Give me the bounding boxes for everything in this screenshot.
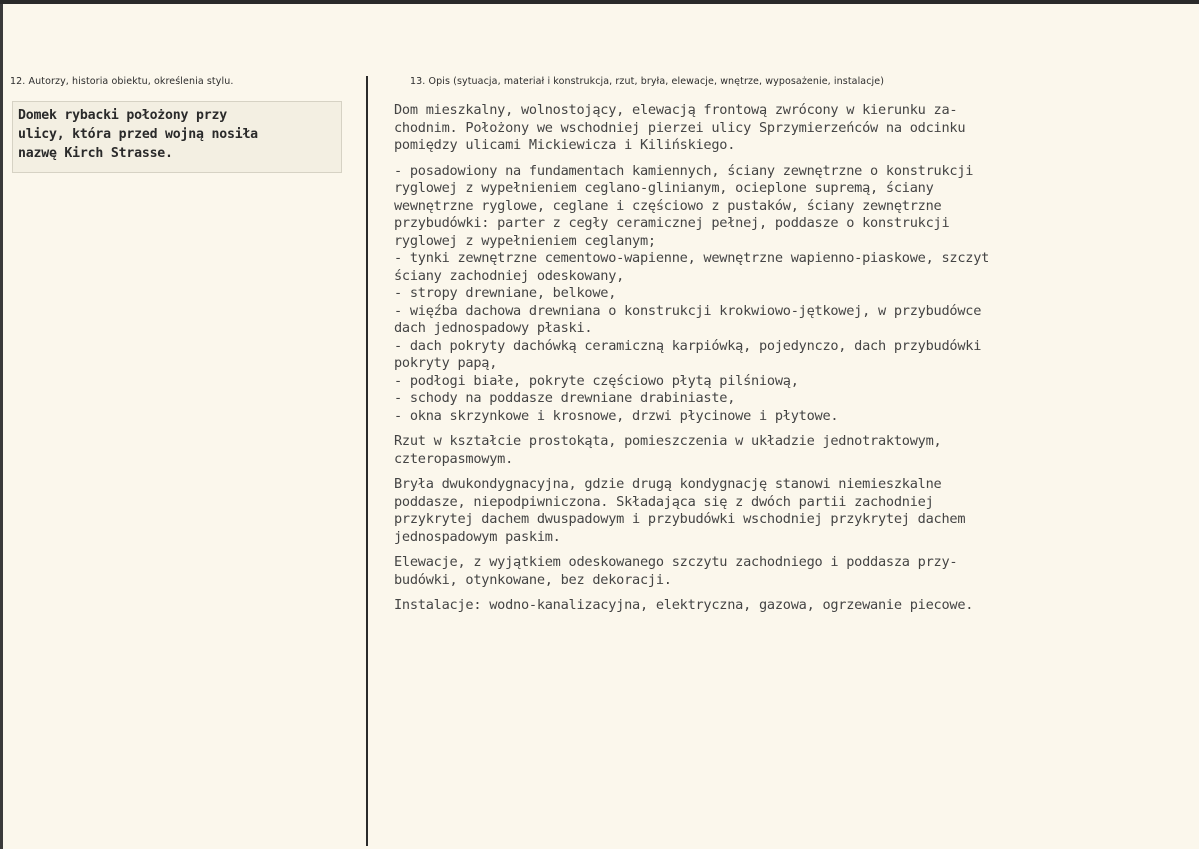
text-line: Bryła dwukondygnacyjna, gdzie drugą kondygnację stanowi niemieszkalne (394, 476, 942, 492)
list-line: ryglowej z wypełnieniem ceglano-glinianym, ocieplone supremą, ściany (394, 180, 934, 196)
list-line: - posadowiony na fundamentach kamiennych, ściany zewnętrzne o konstrukcji (394, 162, 974, 179)
list-line: - tynki zewnętrzne cementowo-wapienne, wewnętrzne wapienno-piaskowe, szczyt (394, 250, 990, 266)
column-divider (366, 76, 368, 846)
text-line: budówki, otynkowane, bez dekoracji. (394, 571, 672, 588)
section-13-header: 13. Opis (sytuacja, materiał i konstrukcja, rzut, bryła, elewacje, wnętrze, wyposażenie, instalacje) (410, 76, 885, 87)
list-line: wewnętrzne ryglowe, ceglane i częściowo z pustaków, ściany zewnętrzne (394, 197, 942, 214)
list-line: - podłogi białe, pokryte częściowo płytą pilśniową, (394, 372, 799, 389)
section-12-line: ulicy, która przed wojną nosiła (18, 127, 258, 142)
text-line: Elewacje, z wyjątkiem odeskowanego szczytu zachodniego i poddasza przy- (394, 554, 958, 570)
text-line: przykrytej dachem dwuspadowym i przybudówki wschodniej przykrytej dachem (394, 511, 966, 527)
list-line: dach jednospadowy płaski. (394, 320, 593, 336)
plan-paragraph (394, 433, 1184, 468)
list-line: ryglowej z wypełnieniem ceglanym; (394, 232, 656, 249)
list-line: - okna skrzynkowe i krosnowe, drzwi płycinowe i płytowe. (394, 407, 839, 424)
text-line: Rzut w kształcie prostokąta, pomieszczenia w układzie jednotraktowym, (394, 433, 942, 449)
list-line: - stropy drewniane, belkowe, (394, 285, 617, 301)
list-line: - schody na poddasze drewniane drabiniaste, (394, 390, 736, 406)
list-line: - więźba dachowa drewniana o konstrukcji krokwiowo-jętkowej, w przybudówce (394, 302, 982, 319)
installations-paragraph (394, 597, 1184, 615)
card-left-edge (0, 4, 3, 849)
section-12-line: nazwę Kirch Strasse. (18, 146, 173, 161)
intro-paragraph (394, 102, 1184, 155)
section-13-description (394, 102, 1184, 623)
list-line: ściany zachodniej odeskowany, (394, 267, 625, 284)
list-line: przybudówki: parter z cegły ceramicznej pełnej, poddasze o konstrukcji (394, 215, 950, 231)
list-line: pokryty papą, (394, 355, 498, 371)
list-line: - dach pokryty dachówką ceramiczną karpiówką, pojedynczo, dach przybudówki (394, 337, 982, 354)
text-line: Instalacje: wodno-kanalizacyjna, elektryczna, gazowa, ogrzewanie piecowe. (394, 597, 974, 613)
construction-list (394, 163, 1184, 426)
text-line: czteropasmowym. (394, 450, 514, 467)
massing-paragraph (394, 476, 1184, 546)
section-12-line: Domek rybacki położony przy (18, 108, 227, 123)
facades-paragraph (394, 554, 1184, 589)
section-12-text-box (12, 101, 342, 173)
text-line: poddasze, niepodpiwniczona. Składająca się z dwóch partii zachodniej (394, 493, 934, 510)
section-12-header: 12. Autorzy, historia obiektu, określenia stylu. (10, 76, 234, 87)
text-line: pomiędzy ulicami Mickiewicza i Kilińskiego. (394, 137, 736, 153)
text-line: chodnim. Położony we wschodniej pierzei ulicy Sprzymierzeńców na odcinku (394, 119, 966, 136)
text-line: jednospadowym paskim. (394, 528, 561, 545)
text-line: Dom mieszkalny, wolnostojący, elewacją frontową zwrócony w kierunku za- (394, 102, 958, 118)
